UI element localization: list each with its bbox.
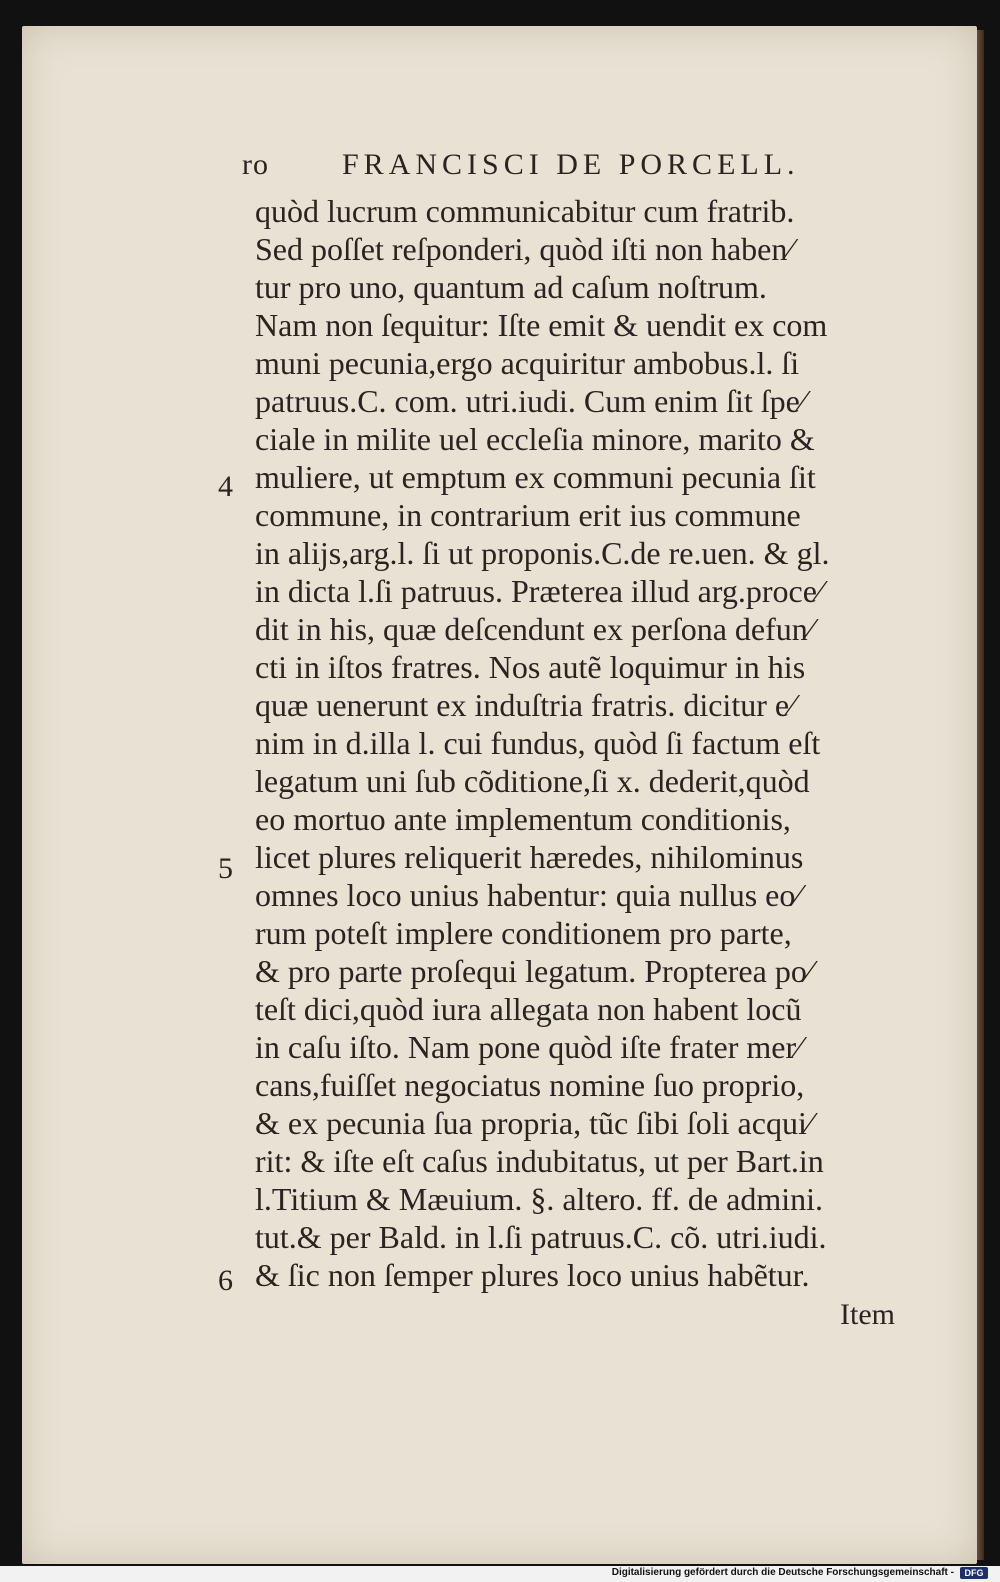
text-line: legatum uni ſub cõditione,ſi x. dederit,quòd xyxy=(255,763,810,799)
text-line: in caſu iſto. Nam pone quòd iſte frater mer⁄ xyxy=(255,1029,802,1065)
text-line: & pro parte proſequi legatum. Propterea po⁄ xyxy=(255,953,813,989)
text-line: cans,fuiſſet negociatus nomine ſuo proprio, xyxy=(255,1067,805,1103)
text-line: muliere, ut emptum ex communi pecunia ſit xyxy=(255,459,816,495)
margin-number-4: 4 xyxy=(218,470,233,503)
text-line: cti in iſtos fratres. Nos autẽ loquimur in his xyxy=(255,649,806,685)
text-line: in dicta l.ſi patruus. Præterea illud arg.proce⁄ xyxy=(255,573,823,609)
text-line: licet plures reliquerit hæredes, nihilominus xyxy=(255,839,804,875)
text-line: & ſic non ſemper plures loco unius habẽtur. xyxy=(255,1257,810,1293)
margin-number-5: 5 xyxy=(218,852,233,885)
running-head xyxy=(242,148,882,188)
text-line: l.Titium & Mæuium. §. altero. ff. de admini. xyxy=(255,1181,823,1217)
dfg-logo: DFG xyxy=(960,1567,988,1579)
text-line: teſt dici,quòd iura allegata non habent locũ xyxy=(255,991,802,1027)
text-line: dit in his, quæ deſcendunt ex perſona defun⁄ xyxy=(255,611,814,647)
catchword: Item xyxy=(840,1298,895,1331)
text-line: Nam non ſequitur: Iſte emit & uendit ex com xyxy=(255,307,828,343)
text-line: quæ uenerunt ex induſtria fratris. dicitur e⁄ xyxy=(255,687,795,723)
text-line: Sed poſſet reſponderi, quòd iſti non haben⁄ xyxy=(255,231,793,267)
text-line: tur pro uno, quantum ad caſum noſtrum. xyxy=(255,269,767,305)
text-line: tut.& per Bald. in l.ſi patruus.C. cõ. utri.iudi. xyxy=(255,1219,827,1255)
funding-credit: Digitalisierung gefördert durch die Deutsche Forschungsgemeinschaft - xyxy=(611,1567,954,1578)
text-line: quòd lucrum communicabitur cum fratrib. xyxy=(255,193,795,229)
text-line: omnes loco unius habentur: quia nullus eo⁄ xyxy=(255,877,801,913)
text-line: rit: & iſte eſt caſus indubitatus, ut per Bart.in xyxy=(255,1143,824,1179)
text-line: rum poteſt implere conditionem pro parte, xyxy=(255,915,792,951)
text-line: ciale in milite uel eccleſia minore, marito & xyxy=(255,421,815,457)
text-line: eo mortuo ante implementum conditionis, xyxy=(255,801,791,837)
text-line: in alijs,arg.l. ſi ut proponis.C.de re.uen. & gl. xyxy=(255,535,830,571)
text-line: patruus.C. com. utri.iudi. Cum enim ſit ſpe⁄ xyxy=(255,383,806,419)
text-line: nim in d.illa l. cui fundus, quòd ſi factum eſt xyxy=(255,725,821,761)
page-number: ro xyxy=(242,148,269,181)
text-line: & ex pecunia ſua propria, tũc ſibi ſoli acqui⁄ xyxy=(255,1105,813,1141)
text-line: muni pecunia,ergo acquiritur ambobus.l. ſi xyxy=(255,345,800,381)
text-line: commune, in contrarium erit ius commune xyxy=(255,497,801,533)
running-title: FRANCISCI DE PORCELL. xyxy=(342,148,800,181)
margin-number-6: 6 xyxy=(218,1264,233,1297)
